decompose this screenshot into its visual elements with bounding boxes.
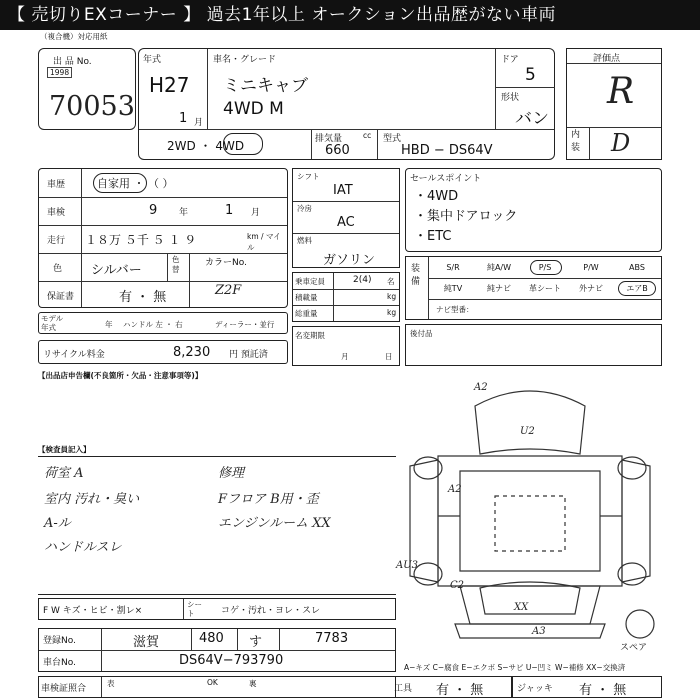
equip-genuine-aw: 純A/W <box>486 263 512 272</box>
recycle-row <box>38 340 288 364</box>
tools-label: 工具 <box>394 684 413 694</box>
chassis-label: 車台No. <box>43 658 76 668</box>
car-diagram <box>396 376 662 660</box>
year-era: H27 <box>149 73 190 97</box>
spare-tire <box>626 610 654 638</box>
drive-selected-circle <box>223 133 263 155</box>
mark-roof: U2 <box>520 426 535 437</box>
recycle-amount: 8,230 <box>173 345 211 360</box>
capacity-value: 2(4) <box>353 275 372 285</box>
mileage-label: 走行 <box>47 236 66 246</box>
inspector-note-l3: A-ル <box>44 516 71 531</box>
displacement-value: 660 <box>325 143 350 158</box>
year-label: 年式 <box>143 55 162 65</box>
model-value: HBD − DS64V <box>401 143 493 158</box>
sales-points-box <box>405 168 662 252</box>
fw-label: F W キズ・ヒビ・割レ× <box>43 606 143 616</box>
mark-hood: A2 <box>448 484 462 495</box>
model-year-unit: 年 <box>105 320 113 329</box>
aircon-value: AC <box>337 215 355 230</box>
diagram-body <box>438 456 622 586</box>
spec-column <box>292 168 400 268</box>
equip-genuine-tv: 純TV <box>443 284 463 293</box>
sales-point-2: ・集中ドアロック <box>414 209 518 224</box>
registration-area: 滋賀 <box>133 635 160 650</box>
capacity-label: 乗車定員 <box>295 277 325 286</box>
color-label: 色 <box>53 264 63 274</box>
mileage-unit: km / マイル <box>247 232 281 252</box>
handle-label: ハンドル 左 ・ 右 <box>123 320 183 329</box>
shift-label: シフト <box>297 172 320 181</box>
post-install-box <box>405 324 662 366</box>
model-year-row <box>38 312 288 334</box>
load-label: 積載量 <box>295 293 318 302</box>
sales-point-1: ・4WD <box>414 189 459 204</box>
equip-power-steering: P/S <box>538 263 552 272</box>
inspection-month-unit: 月 <box>251 208 261 218</box>
equipment-label: 装備 <box>411 264 421 287</box>
doors-label: ドア <box>501 55 519 65</box>
displacement-label: 排気量 <box>315 134 343 144</box>
equip-sunroof: S/R <box>446 263 460 272</box>
name-change-day: 日 <box>385 352 393 361</box>
seat-notes: コゲ・汚れ・ヨレ・スレ <box>221 606 321 616</box>
inspector-note-r1: 修理 <box>218 466 245 481</box>
registration-table <box>38 628 396 672</box>
vehicle-name: ミニキャブ <box>223 76 308 96</box>
name-label: 車名・グレード <box>213 55 277 65</box>
color-code-label: カラーNo. <box>205 258 247 268</box>
inspector-note-l2: 室内 汚れ・臭い <box>44 492 140 507</box>
name-change-label: 名変期限 <box>295 331 325 340</box>
model-year-label: モデル年式 <box>41 314 64 332</box>
color-value: シルバー <box>91 263 142 278</box>
lot-box <box>38 48 136 130</box>
inspection-year-unit: 年 <box>179 208 189 218</box>
mark-tail: A3 <box>532 626 546 637</box>
post-install-label: 後付品 <box>410 329 433 338</box>
diagram-roof-front <box>475 391 585 454</box>
grade-box <box>566 48 662 160</box>
mark-corner: C2 <box>450 580 465 591</box>
capacity-table <box>292 272 400 322</box>
equip-genuine-navi: 純ナビ <box>487 284 511 293</box>
warranty-label: 保証書 <box>47 292 75 302</box>
warranty-value: 有 ・ 無 <box>119 290 167 305</box>
history-circle <box>93 173 147 193</box>
equipment-box <box>405 256 662 320</box>
spare-label: スペア <box>620 643 648 653</box>
mark-left-door: AU3 <box>396 560 419 571</box>
year-month: 1 <box>179 111 188 126</box>
damage-legend: A−キズ C−腐食 E−エクボ S−サビ U−凹ミ W−補修 XX−交換済 <box>404 663 626 672</box>
diagram-cabin <box>460 471 600 571</box>
history-label: 車歴 <box>47 180 66 190</box>
equip-abs: ABS <box>629 263 645 272</box>
history-value: 自家用 ・ （ ） <box>97 177 174 190</box>
mark-front: A2 <box>474 382 488 393</box>
inspector-note-l4: ハンドルスレ <box>44 540 122 555</box>
equip-aftermarket-navi: 外ナビ <box>579 284 603 293</box>
inspector-label: 【検査員記入】 <box>38 445 91 454</box>
sales-points-label: セールスポイント <box>410 174 482 184</box>
cert-label: 車検証照合 <box>41 684 87 694</box>
left-data-table <box>38 168 288 308</box>
lot-label: 出 品 No. <box>53 57 92 67</box>
jack-value: 有 ・ 無 <box>579 683 627 698</box>
cert-front: 表 <box>107 679 115 688</box>
capacity-unit: 名 <box>387 277 395 286</box>
vehicle-grade: 4WD M <box>223 99 284 119</box>
equip-power-window: P/W <box>583 263 599 272</box>
load-unit: kg <box>387 292 397 301</box>
mark-rear: XX <box>514 602 529 613</box>
sales-point-3: ・ETC <box>414 229 452 244</box>
lot-year-tag: 1998 <box>47 67 72 78</box>
registration-number: 7783 <box>315 631 349 646</box>
cc-unit: cc <box>363 131 372 140</box>
registration-label: 登録No. <box>43 636 76 646</box>
inspection-label: 車検 <box>47 208 66 218</box>
inspector-note-l1: 荷室 A <box>44 466 84 481</box>
cert-back: 裏 <box>249 679 257 688</box>
sub-note: （複合機）対応用紙 <box>40 32 108 41</box>
fw-row <box>38 598 396 620</box>
weight-label: 総重量 <box>295 309 318 318</box>
vehicle-box <box>138 48 555 160</box>
color-change-label: 色替 <box>172 255 180 274</box>
inspector-note-r2: Fフロア B用・歪 <box>218 492 319 507</box>
body-label: 形状 <box>501 93 520 103</box>
fuel-label: 燃料 <box>297 236 312 245</box>
page-banner: 【 売切りEXコーナー 】 過去1年以上 オークション出品歴がない車両 <box>0 0 700 30</box>
registration-class: 480 <box>199 631 224 646</box>
equip-airbag-circle <box>618 281 656 296</box>
navi-model-label: ナビ型番： <box>436 305 474 314</box>
seat-label: シート <box>187 600 202 618</box>
chassis-value: DS64V−793790 <box>179 653 284 668</box>
interior-score: D <box>611 129 631 157</box>
cert-ok-1: OK <box>207 678 218 687</box>
equip-ps-circle <box>530 260 562 275</box>
model-label: 型式 <box>383 134 402 144</box>
inspection-year: 9 <box>149 203 158 218</box>
shift-value: IAT <box>333 183 353 198</box>
equip-airbag: エアB <box>626 284 648 293</box>
registration-kana: す <box>249 635 263 650</box>
fuel-value: ガソリン <box>323 253 376 268</box>
mileage-digits: １８万 ５千 ５ １ ９ <box>85 233 197 247</box>
jack-label: ジャッキ <box>517 684 553 694</box>
weight-unit: kg <box>387 308 397 317</box>
color-code-value: Z2F <box>215 283 242 298</box>
body-value: バン <box>515 109 549 129</box>
name-change-box <box>292 326 400 366</box>
grade-label: 評価点 <box>593 54 621 64</box>
aircon-label: 冷房 <box>297 204 312 213</box>
doors-value: 5 <box>525 65 536 85</box>
drive-type: 2WD ・ 4WD <box>167 139 245 153</box>
inspector-note-r3: エンジンルーム XX <box>218 516 331 531</box>
jack-box <box>512 676 662 698</box>
inspection-month: 1 <box>225 203 234 218</box>
tools-value: 有 ・ 無 <box>436 683 484 698</box>
recycle-label: リサイクル料金 <box>43 350 105 360</box>
month-unit: 月 <box>194 118 204 128</box>
seller-note-label: 【出品店申告欄(不良箇所・欠品・注意事項等)】 <box>38 371 203 380</box>
tools-box <box>364 676 512 698</box>
dealer-label: ディーラー・並行 <box>215 320 275 329</box>
grade-score: R <box>607 71 635 112</box>
interior-label: 内装 <box>571 130 581 153</box>
cert-row <box>38 676 396 698</box>
name-change-month: 月 <box>341 352 349 361</box>
lot-number: 70053 <box>49 91 135 122</box>
equip-leather: 革シート <box>529 284 561 293</box>
recycle-unit: 円 預託済 <box>229 350 268 360</box>
diagram-bumper <box>455 624 605 638</box>
